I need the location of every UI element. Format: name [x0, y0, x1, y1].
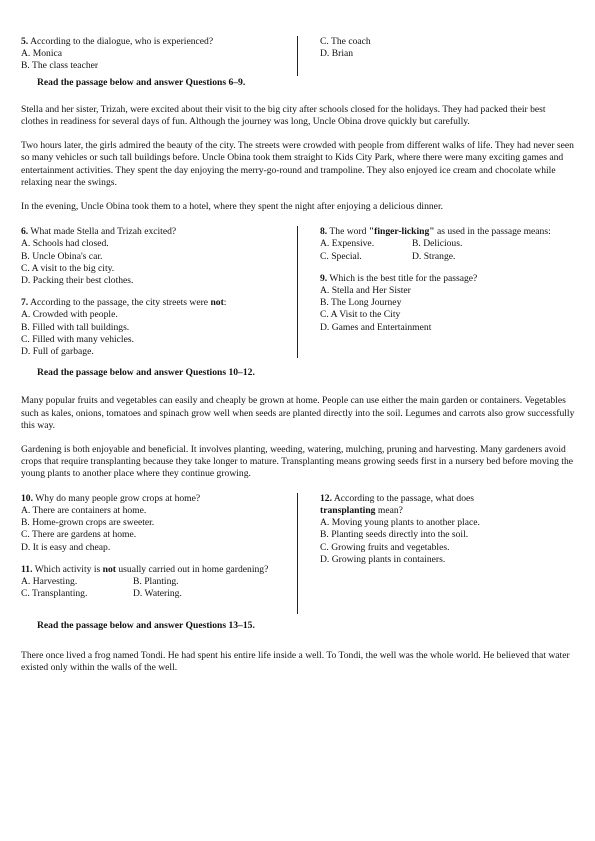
q6-option-c: C. A visit to the big city. — [21, 262, 115, 274]
q5-option-c: C. The coach — [320, 36, 371, 47]
q6-number: 6. — [21, 226, 29, 238]
q12-number: 12. — [320, 492, 332, 504]
q11-text: Which activity is — [32, 563, 103, 575]
section-heading-13-15: Read the passage below and answer Questions 13–15. — [37, 620, 255, 632]
q8-options-row-1 — [320, 238, 575, 250]
passage1-paragraph-2: Two hours later, the girls admired the beauty of the city. The streets were crowded with people from different walks of life. They had never seen so many vehicles or such tall buildings before. Uncle Obina took them straight to Kids City Park, where there were many exciting games and entertainment activities. They spent the day enjoying the merry-go-round and trampoline. They also enjoyed ice cream and chocolate while relaxing near the swings. — [21, 140, 574, 188]
q10-11-column — [21, 493, 304, 601]
question-6 — [21, 226, 296, 287]
q8-text-end: as used in the passage means: — [434, 226, 551, 238]
q7-emphasis: not — [210, 297, 224, 309]
q9-option-b: B. The Long Journey — [320, 297, 402, 309]
column-divider — [297, 36, 298, 76]
question-11 — [21, 564, 296, 601]
q10-option-a: A. There are containers at home. — [21, 504, 147, 516]
q9-stem — [320, 273, 575, 285]
q8-option-d: D. Strange. — [412, 250, 456, 262]
q11-options-row-2 — [21, 588, 296, 600]
question-12 — [320, 493, 575, 566]
q12-option-d: D. Growing plants in containers. — [320, 553, 446, 565]
q11-option-b: B. Planting. — [133, 575, 179, 587]
q12-stem-line-2 — [320, 505, 575, 517]
questions-6-9-block — [21, 226, 575, 358]
q12-option-c: C. Growing fruits and vegetables. — [320, 541, 450, 553]
q8-9-column — [304, 226, 575, 358]
q12-stem — [320, 493, 575, 505]
section-heading-10-12: Read the passage below and answer Questions 10–12. — [37, 367, 255, 379]
q7-option-a: A. Crowded with people. — [21, 309, 118, 321]
q11-text-end: usually carried out in home gardening? — [115, 563, 269, 575]
q7-number: 7. — [21, 297, 29, 309]
q5-right-column — [304, 36, 575, 73]
q5-left-column — [21, 36, 304, 73]
passage2-paragraph-2: Gardening is both enjoyable and beneficial. It involves planting, weeding, watering, mulching, pruning and harvesting. Many gardeners avoid crops that require transplanting because they take longer to mature. Transplanting means growing seeds first in a nursery bed before moving the young plants to another place where they continue growing. — [21, 444, 574, 480]
question-7 — [21, 297, 296, 358]
q8-text: The word — [327, 226, 369, 238]
q7-text: According to the passage, the city streets were — [28, 297, 211, 309]
q9-option-c: C. A Visit to the City — [320, 309, 401, 321]
q5-number: 5. — [21, 36, 29, 47]
q11-option-c: C. Transplanting. — [21, 588, 88, 600]
column-divider — [297, 226, 298, 358]
questions-10-12-block — [21, 493, 575, 615]
q8-option-b: B. Delicious. — [412, 238, 463, 250]
question-5-block — [21, 36, 575, 76]
q6-option-a: A. Schools had closed. — [21, 238, 109, 250]
question-9 — [320, 273, 575, 334]
question-10 — [21, 493, 296, 554]
q8-number: 8. — [320, 226, 328, 238]
column-divider — [297, 493, 298, 615]
q6-option-d: D. Packing their best clothes. — [21, 275, 134, 287]
q8-option-a: A. Expensive. — [320, 238, 375, 250]
q12-column — [304, 493, 575, 601]
passage1-paragraph-1: Stella and her sister, Trizah, were excited about their visit to the big city after schools closed for the holidays. They had packed their best clothes in readiness for several days of fun. Although the journey was long, Uncle Obina drove quickly but carefully. — [21, 103, 546, 128]
q12-option-b: B. Planting seeds directly into the soil. — [320, 529, 469, 541]
q8-emphasis: "finger-licking" — [368, 226, 435, 238]
q10-option-b: B. Home-grown crops are sweeter. — [21, 517, 155, 529]
q5-text: According to the dialogue, who is experienced? — [28, 36, 214, 47]
q7-option-b: B. Filled with tall buildings. — [21, 321, 130, 333]
q12-emphasis: transplanting — [320, 504, 376, 516]
q9-number: 9. — [320, 272, 328, 284]
q10-number: 10. — [21, 492, 33, 504]
section-heading-6-9: Read the passage below and answer Questions 6–9. — [37, 76, 246, 88]
q11-options-row-1 — [21, 576, 296, 588]
exam-page — [21, 36, 575, 674]
q9-option-d: D. Games and Entertainment — [320, 321, 432, 333]
q7-option-c: C. Filled with many vehicles. — [21, 333, 134, 345]
q5-option-d: D. Brian — [320, 48, 354, 60]
q11-emphasis: not — [102, 563, 116, 575]
q10-option-d: D. It is easy and cheap. — [21, 541, 111, 553]
q6-stem — [21, 226, 296, 238]
q10-option-c: C. There are gardens at home. — [21, 529, 137, 541]
q5-stem — [21, 36, 296, 48]
q8-stem — [320, 226, 575, 238]
q12-text-end: mean? — [375, 504, 403, 516]
passage3-paragraph-1: There once lived a frog named Tondi. He had spent his entire life inside a well. To Tondi, the well was the whole world. He believed that water existed only within the walls of the well. — [21, 649, 570, 673]
q12-option-a: A. Moving young plants to another place. — [320, 517, 480, 529]
q11-option-a: A. Harvesting. — [21, 575, 78, 587]
q8-option-c: C. Special. — [320, 250, 362, 262]
q11-option-d: D. Watering. — [133, 588, 182, 600]
q5-option-b: B. The class teacher — [21, 60, 99, 72]
q10-text: Why do many people grow crops at home? — [33, 492, 201, 504]
q11-stem — [21, 564, 296, 576]
q10-stem — [21, 493, 296, 505]
passage1-paragraph-3: In the evening, Uncle Obina took them to a hotel, where they spent the night after enjoying a delicious dinner. — [21, 201, 444, 213]
q12-text: According to the passage, what does — [332, 492, 475, 504]
q7-text-end: : — [223, 297, 227, 309]
q7-stem — [21, 297, 296, 309]
q11-number: 11. — [21, 563, 33, 575]
q5-option-a: A. Monica — [21, 48, 63, 60]
q8-options-row-2 — [320, 251, 575, 263]
q6-option-b: B. Uncle Obina's car. — [21, 250, 103, 262]
q6-7-column — [21, 226, 304, 358]
passage2-paragraph-1: Many popular fruits and vegetables can easily and cheaply be grown at home. People can use either the main garden or containers. Vegetables such as kales, onions, tomatoes and spinach grow well when seeds are planted directly into the soil. Legumes and carrots also grow successfully this way. — [21, 395, 575, 431]
question-8 — [320, 226, 575, 263]
q7-option-d: D. Full of garbage. — [21, 346, 94, 358]
q6-text: What made Stella and Trizah excited? — [28, 226, 177, 238]
q9-text: Which is the best title for the passage? — [327, 272, 478, 284]
q9-option-a: A. Stella and Her Sister — [320, 285, 411, 297]
